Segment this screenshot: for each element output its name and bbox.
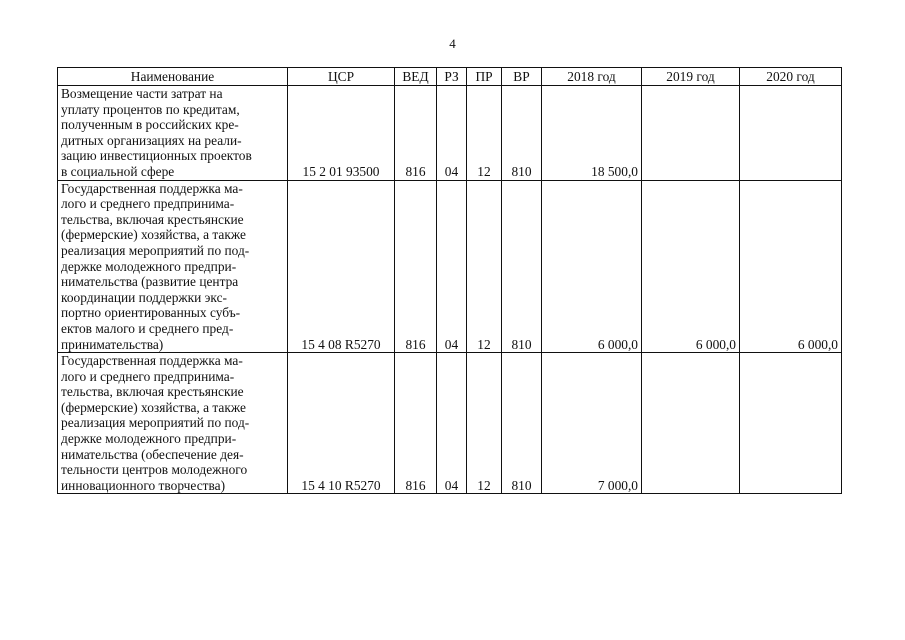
row-name-line: Государственная поддержка ма-: [61, 180, 243, 196]
row-csr: 15 4 08 R5270: [288, 180, 395, 353]
row-rz: 04: [437, 353, 467, 494]
header-pr: ПР: [467, 68, 502, 86]
table-header: [58, 68, 842, 86]
row-rz: 04: [437, 86, 467, 181]
table-row: [58, 86, 842, 181]
row-2020: [740, 86, 842, 181]
row-2018: 18 500,0: [542, 86, 642, 181]
row-name-line: лого и среднего предпринима-: [61, 368, 235, 384]
table-row: [58, 180, 842, 353]
page-number: 4: [449, 36, 456, 51]
row-2019: [642, 353, 740, 494]
row-name-line: уплату процентов по кредитам,: [61, 101, 240, 117]
row-rz: 04: [437, 180, 467, 353]
header-csr: ЦСР: [288, 68, 395, 86]
row-name-line: дитных организациях на реали-: [61, 132, 242, 148]
row-name-line: ектов малого и среднего пред-: [61, 320, 234, 336]
row-ved: 816: [395, 353, 437, 494]
row-name-line: лого и среднего предпринима-: [61, 196, 235, 212]
row-name-line: тельства, включая крестьянские: [61, 211, 244, 227]
row-name: [58, 353, 288, 494]
row-name-line: реализация мероприятий по под-: [61, 415, 250, 431]
row-name-line: Возмещение части затрат на: [61, 86, 223, 101]
row-csr: 15 2 01 93500: [288, 86, 395, 181]
row-ved: 816: [395, 86, 437, 181]
row-vr: 810: [502, 180, 542, 353]
row-pr: 12: [467, 353, 502, 494]
header-rz: РЗ: [437, 68, 467, 86]
header-row: [58, 68, 842, 86]
row-ved: 816: [395, 180, 437, 353]
row-name-line: (фермерские) хозяйства, а также: [61, 227, 246, 243]
table-body: [58, 86, 842, 494]
header-name: Наименование: [58, 68, 288, 86]
row-name-line: (фермерские) хозяйства, а также: [61, 399, 246, 415]
row-2019: [642, 86, 740, 181]
row-name-line: инновационного творчества): [61, 477, 226, 493]
row-2020: [740, 353, 842, 494]
header-2020: 2020 год: [740, 68, 842, 86]
row-vr: 810: [502, 353, 542, 494]
row-name-line: в социальной сфере: [61, 163, 175, 179]
row-name-line: реализация мероприятий по под-: [61, 242, 250, 258]
row-name-line: держке молодежного предпри-: [61, 431, 237, 447]
row-name-line: координации поддержки экс-: [61, 289, 228, 305]
budget-table: [57, 67, 842, 494]
row-name-line: портно ориентированных субъ-: [61, 305, 241, 321]
header-2018: 2018 год: [542, 68, 642, 86]
row-2018: 6 000,0: [542, 180, 642, 353]
row-name: [58, 86, 288, 181]
row-pr: 12: [467, 86, 502, 181]
header-ved: ВЕД: [395, 68, 437, 86]
row-2019: 6 000,0: [642, 180, 740, 353]
header-vr: ВР: [502, 68, 542, 86]
row-name-line: нимательства (обеспечение дея-: [61, 446, 244, 462]
table-row: [58, 353, 842, 494]
row-name-line: Государственная поддержка ма-: [61, 353, 243, 369]
row-name-line: держке молодежного предпри-: [61, 258, 237, 274]
row-vr: 810: [502, 86, 542, 181]
header-2019: 2019 год: [642, 68, 740, 86]
row-name-line: полученным в российских кре-: [61, 117, 239, 133]
row-2018: 7 000,0: [542, 353, 642, 494]
row-csr: 15 4 10 R5270: [288, 353, 395, 494]
row-name-line: зацию инвестиционных проектов: [61, 148, 252, 164]
row-name-line: нимательства (развитие центра: [61, 274, 239, 290]
row-name: [58, 180, 288, 353]
row-pr: 12: [467, 180, 502, 353]
row-name-line: принимательства): [61, 336, 164, 352]
row-name-line: тельности центров молодежного: [61, 462, 248, 478]
row-name-line: тельства, включая крестьянские: [61, 384, 244, 400]
row-2020: 6 000,0: [740, 180, 842, 353]
